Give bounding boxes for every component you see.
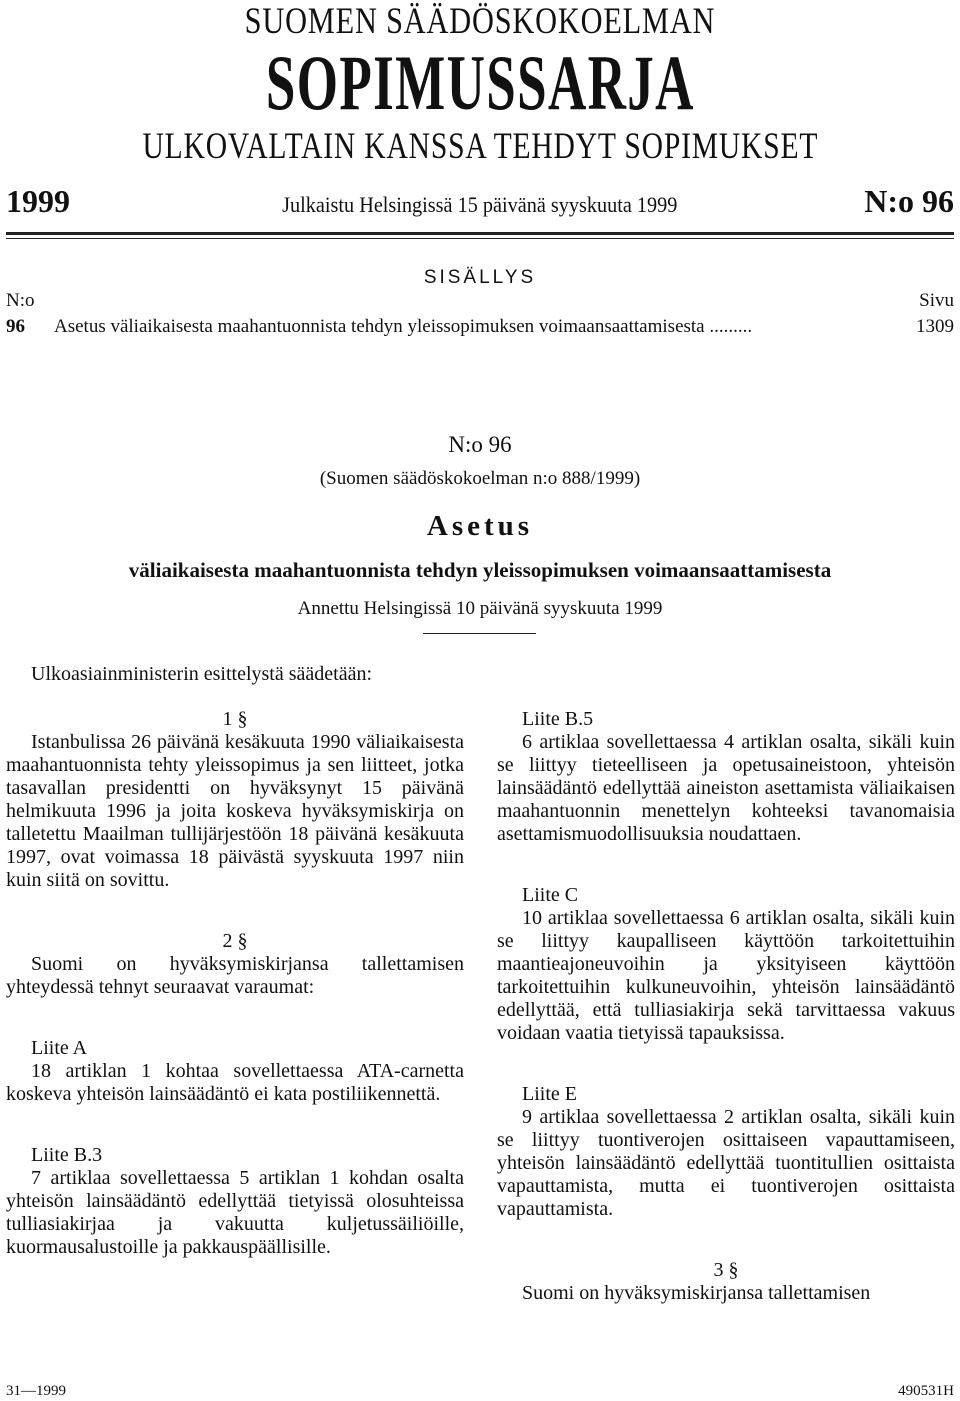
- header-rule-top: [6, 232, 954, 235]
- publication-title: SOPIMUSSARJA: [265, 39, 695, 126]
- toc-entry-title[interactable]: Asetus väliaikaisesta maahantuonnista tehdyn yleissopimuksen voimaansaattamisesta .........: [54, 316, 753, 337]
- section-1-label: 1 §: [222, 708, 248, 730]
- annex-c-label: Liite C: [522, 884, 579, 906]
- document-given-date: Annettu Helsingissä 10 päivänä syyskuuta 1999: [297, 598, 663, 619]
- annex-a-label: Liite A: [31, 1037, 88, 1059]
- annex-c-text: 10 artiklaa sovellettaessa 6 artiklan osalta, sikäli kuin se liittyy kaupalliseen käyttöön tarkoitettuihin maantieajoneuvoihin ja yksityiseen käyttöön tarkoitettuihin kulkuneuvoihin, yhteisön lainsäädäntö edellyttää, että tulliasiakirja sekä tarvittaessa vakuus voidaan vaatia tietyissä tapauksissa.: [497, 907, 955, 1044]
- section-2-text: Suomi on hyväksymiskirjansa tallettamisen yhteydessä tehnyt seuraavat varaumat:: [6, 953, 464, 998]
- publication-subtitle: ULKOVALTAIN KANSSA TEHDYT SOPIMUKSET: [142, 126, 818, 167]
- document-number: N:o 96: [448, 432, 512, 457]
- publication-date: Julkaistu Helsingissä 15 päivänä syyskuuta 1999: [282, 192, 678, 217]
- header-rule-bottom: [6, 238, 954, 239]
- document-reference: (Suomen säädöskokoelman n:o 888/1999): [319, 468, 641, 489]
- annex-e-label: Liite E: [522, 1083, 577, 1105]
- series-name: SUOMEN SÄÄDÖSKOKOELMAN: [244, 1, 716, 42]
- annex-b5-text: 6 artiklaa sovellettaessa 4 artiklan osalta, sikäli kuin se liittyy tieteelliseen ja opetusaineistoon, yhteisön lainsäädäntö edellyttää aineiston asettamista väliaikaisen maahantuonnin menettelyn kohteeksi tavanomaisia asettamismuodollisuuksia noudattaen.: [497, 731, 955, 845]
- left-column: [6, 708, 464, 1259]
- document-type: Asetus: [426, 510, 534, 542]
- title-divider: [423, 633, 536, 634]
- toc-column-number: N:o: [6, 290, 35, 311]
- footer-left-code: 31—1999: [6, 1383, 66, 1399]
- toc-heading: SISÄLLYS: [423, 267, 537, 288]
- section-3-label: 3 §: [713, 1259, 739, 1281]
- intro-line: Ulkoasiainministerin esittelystä säädetään:: [31, 663, 373, 685]
- annex-e-text: 9 artiklaa sovellettaessa 2 artiklan osalta, sikäli kuin se liittyy tuontiverojen osittaiseen vapauttamiseen, yhteisön lainsäädäntö edellyttää tuontitullien osittaista vapauttamista, mutta ei tuontiverojen osittaista vapauttamista.: [497, 1106, 955, 1220]
- footer-right-code: 490531H: [898, 1383, 954, 1399]
- toc-entry-page: 1309: [916, 316, 954, 337]
- annex-a-text: 18 artiklan 1 kohtaa sovellettaessa ATA-carnetta koskeva yhteisön lainsäädäntö ei kata postiliikennettä.: [6, 1060, 464, 1105]
- section-1-text: Istanbulissa 26 päivänä kesäkuuta 1990 väliaikaisesta maahantuonnista tehty yleissopimus ja sen liitteet, jotka tasavallan presidentti on hyväksynyt 15 päivänä helmikuuta 1996 ja joita koskeva hyväksymiskirja on talletettu Maailman tullijärjestöön 18 päivänä kesäkuuta 1997, ovat voimassa 18 päivästä syyskuuta 1997 niin kuin siitä on sovittu.: [6, 731, 464, 891]
- right-column: [497, 708, 955, 1305]
- toc-entry-number: 96: [6, 316, 25, 337]
- annex-b3-label: Liite B.3: [31, 1144, 103, 1166]
- document-title: väliaikaisesta maahantuonnista tehdyn yleissopimuksen voimaansaattamisesta: [128, 558, 832, 582]
- section-3-text: Suomi on hyväksymiskirjansa tallettamisen: [522, 1282, 871, 1304]
- issue-number: N:o 96: [864, 183, 954, 219]
- annex-b3-text: 7 artiklaa sovellettaessa 5 artiklan 1 kohdan osalta yhteisön lainsäädäntö edellyttää tietyissä olosuhteissa tulliasiakirjaa ja vakuutta kuljetussäiliöille, kuormausalustoille ja pakkauspäällisille.: [6, 1167, 464, 1258]
- section-2-label: 2 §: [222, 930, 248, 952]
- issue-year: 1999: [6, 183, 70, 219]
- toc-column-page: Sivu: [919, 290, 954, 311]
- annex-b5-label: Liite B.5: [522, 708, 594, 730]
